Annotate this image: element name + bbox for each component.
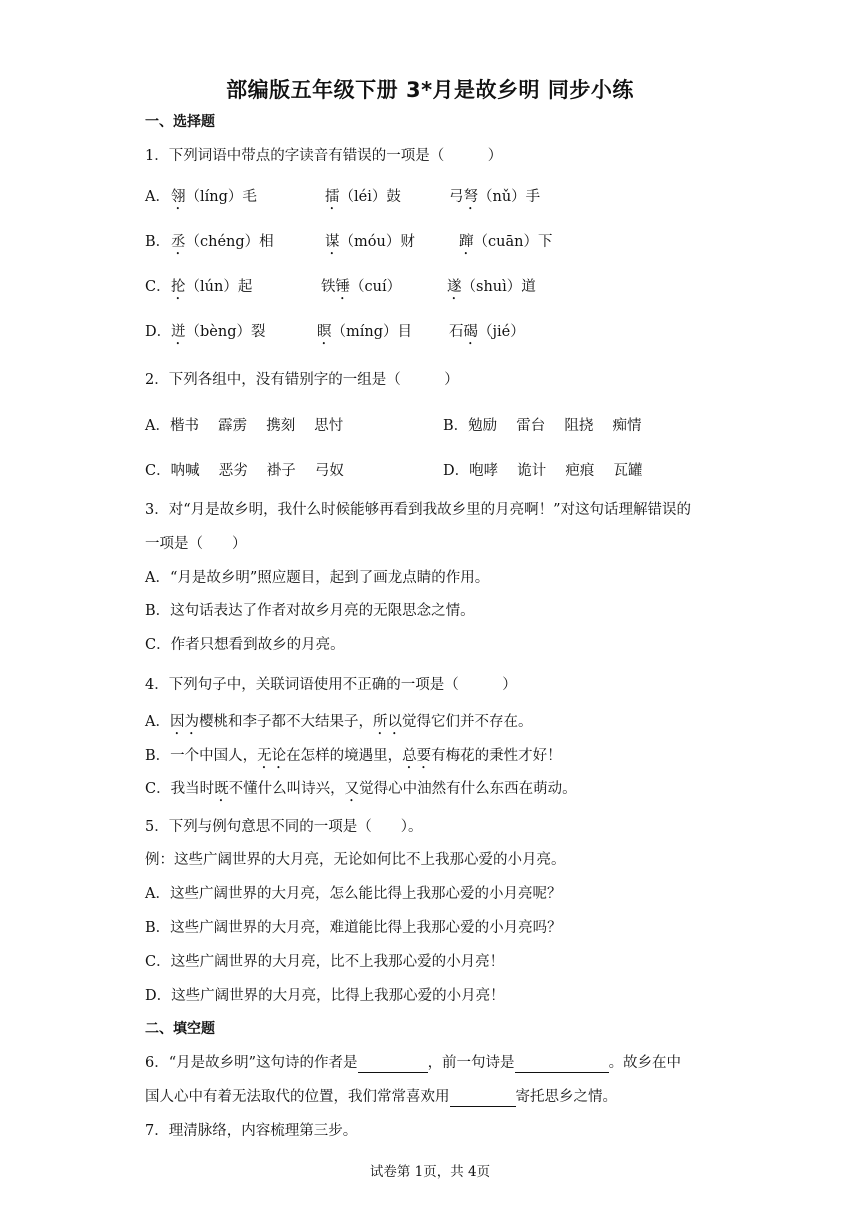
question-5-stem: 5．下列与例句意思不同的一项是（ ）。	[145, 819, 423, 835]
option-part: 瞑（míng）目	[317, 324, 413, 340]
question-7-stem: 7．理清脉络，内容梳理第三步。	[145, 1123, 358, 1139]
question-2-option-a: A．楷书 霹雳 携刻 思忖	[145, 418, 344, 434]
option-part: 擂（léi）鼓	[325, 189, 401, 205]
question-3-stem-line2: 一项是（ ）	[145, 536, 247, 552]
question-4-option-b: B．一个中国人，无论在怎样的境遇里，总要有梅花的秉性才好！	[145, 748, 562, 764]
question-3-stem-line1: 3．对“月是故乡明，我什么时候能够再看到我故乡里的月亮啊！”对这句话理解错误的	[145, 502, 692, 518]
section-heading-choice: 一、选择题	[145, 114, 215, 130]
answer-blank-object[interactable]	[450, 1090, 516, 1107]
page-title: 部编版五年级下册 3*月是故乡明 同步小练	[226, 78, 634, 102]
option-part: 谋（móu）财	[325, 234, 415, 250]
option-part: D．	[145, 324, 172, 340]
question-4-option-c: C．我当时既不懂什么叫诗兴，又觉得心中油然有什么东西在萌动。	[145, 781, 577, 797]
question-5-option-b: B．这些广阔世界的大月亮，难道能比得上我那心爱的小月亮吗？	[145, 920, 562, 936]
page-footer: 试卷第 1页，共 4页	[369, 1164, 491, 1180]
question-5-example: 例：这些广阔世界的大月亮，无论如何比不上我那心爱的小月亮。	[145, 852, 566, 868]
option-part: 翎（líng）毛	[171, 189, 257, 205]
question-3-option-a: A．“月是故乡明”照应题目，起到了画龙点睛的作用。	[145, 570, 490, 586]
question-6-line1: 6．“月是故乡明”这句诗的作者是 ，前一句诗是 。故乡在中	[145, 1055, 682, 1071]
question-2-option-d: D．咆哮 诡计 疤痕 瓦罐	[443, 463, 643, 479]
option-part: 蹿（cuān）下	[459, 234, 553, 250]
question-2-option-c: C．呐喊 恶劣 褂子 弓奴	[145, 463, 344, 479]
question-4-stem: 4．下列句子中，关联词语使用不正确的一项是（ ）	[145, 677, 517, 693]
option-part: 迸（bèng）裂	[171, 324, 266, 340]
question-5-option-a: A．这些广阔世界的大月亮，怎么能比得上我那心爱的小月亮呢？	[145, 886, 562, 902]
option-part: 丞（chéng）相	[171, 234, 274, 250]
option-part: C．	[145, 279, 171, 295]
answer-blank-author[interactable]	[358, 1056, 428, 1073]
question-5-option-d: D．这些广阔世界的大月亮，比得上我那心爱的小月亮！	[145, 988, 505, 1004]
question-1-stem: 1．下列词语中带点的字读音有错误的一项是（ ）	[145, 148, 503, 164]
option-part: 遂（shuì）道	[447, 279, 536, 295]
question-2-option-b: B．勉励 雷台 阻挠 痴情	[443, 418, 642, 434]
question-5-option-c: C．这些广阔世界的大月亮，比不上我那心爱的小月亮！	[145, 954, 505, 970]
question-3-option-b: B．这句话表达了作者对故乡月亮的无限思念之情。	[145, 603, 475, 619]
question-4-option-a: A．因为樱桃和李子都不大结果子，所以觉得它们并不存在。	[145, 714, 533, 730]
option-part: 抡（lún）起	[171, 279, 253, 295]
option-part: A．	[145, 189, 170, 205]
option-part: 石碣（jié）	[449, 324, 525, 340]
answer-blank-previous-line[interactable]	[515, 1056, 609, 1073]
question-2-stem: 2．下列各组中，没有错别字的一组是（ ）	[145, 372, 459, 388]
question-3-option-c: C．作者只想看到故乡的月亮。	[145, 637, 345, 653]
section-heading-fill: 二、填空题	[145, 1021, 215, 1037]
option-part: B．	[145, 234, 171, 250]
option-part: 铁锤（cuí）	[321, 279, 402, 295]
option-part: 弓弩（nǔ）手	[449, 189, 541, 205]
question-6-line2: 国人心中有着无法取代的位置，我们常常喜欢用 寄托思乡之情。	[145, 1089, 617, 1105]
